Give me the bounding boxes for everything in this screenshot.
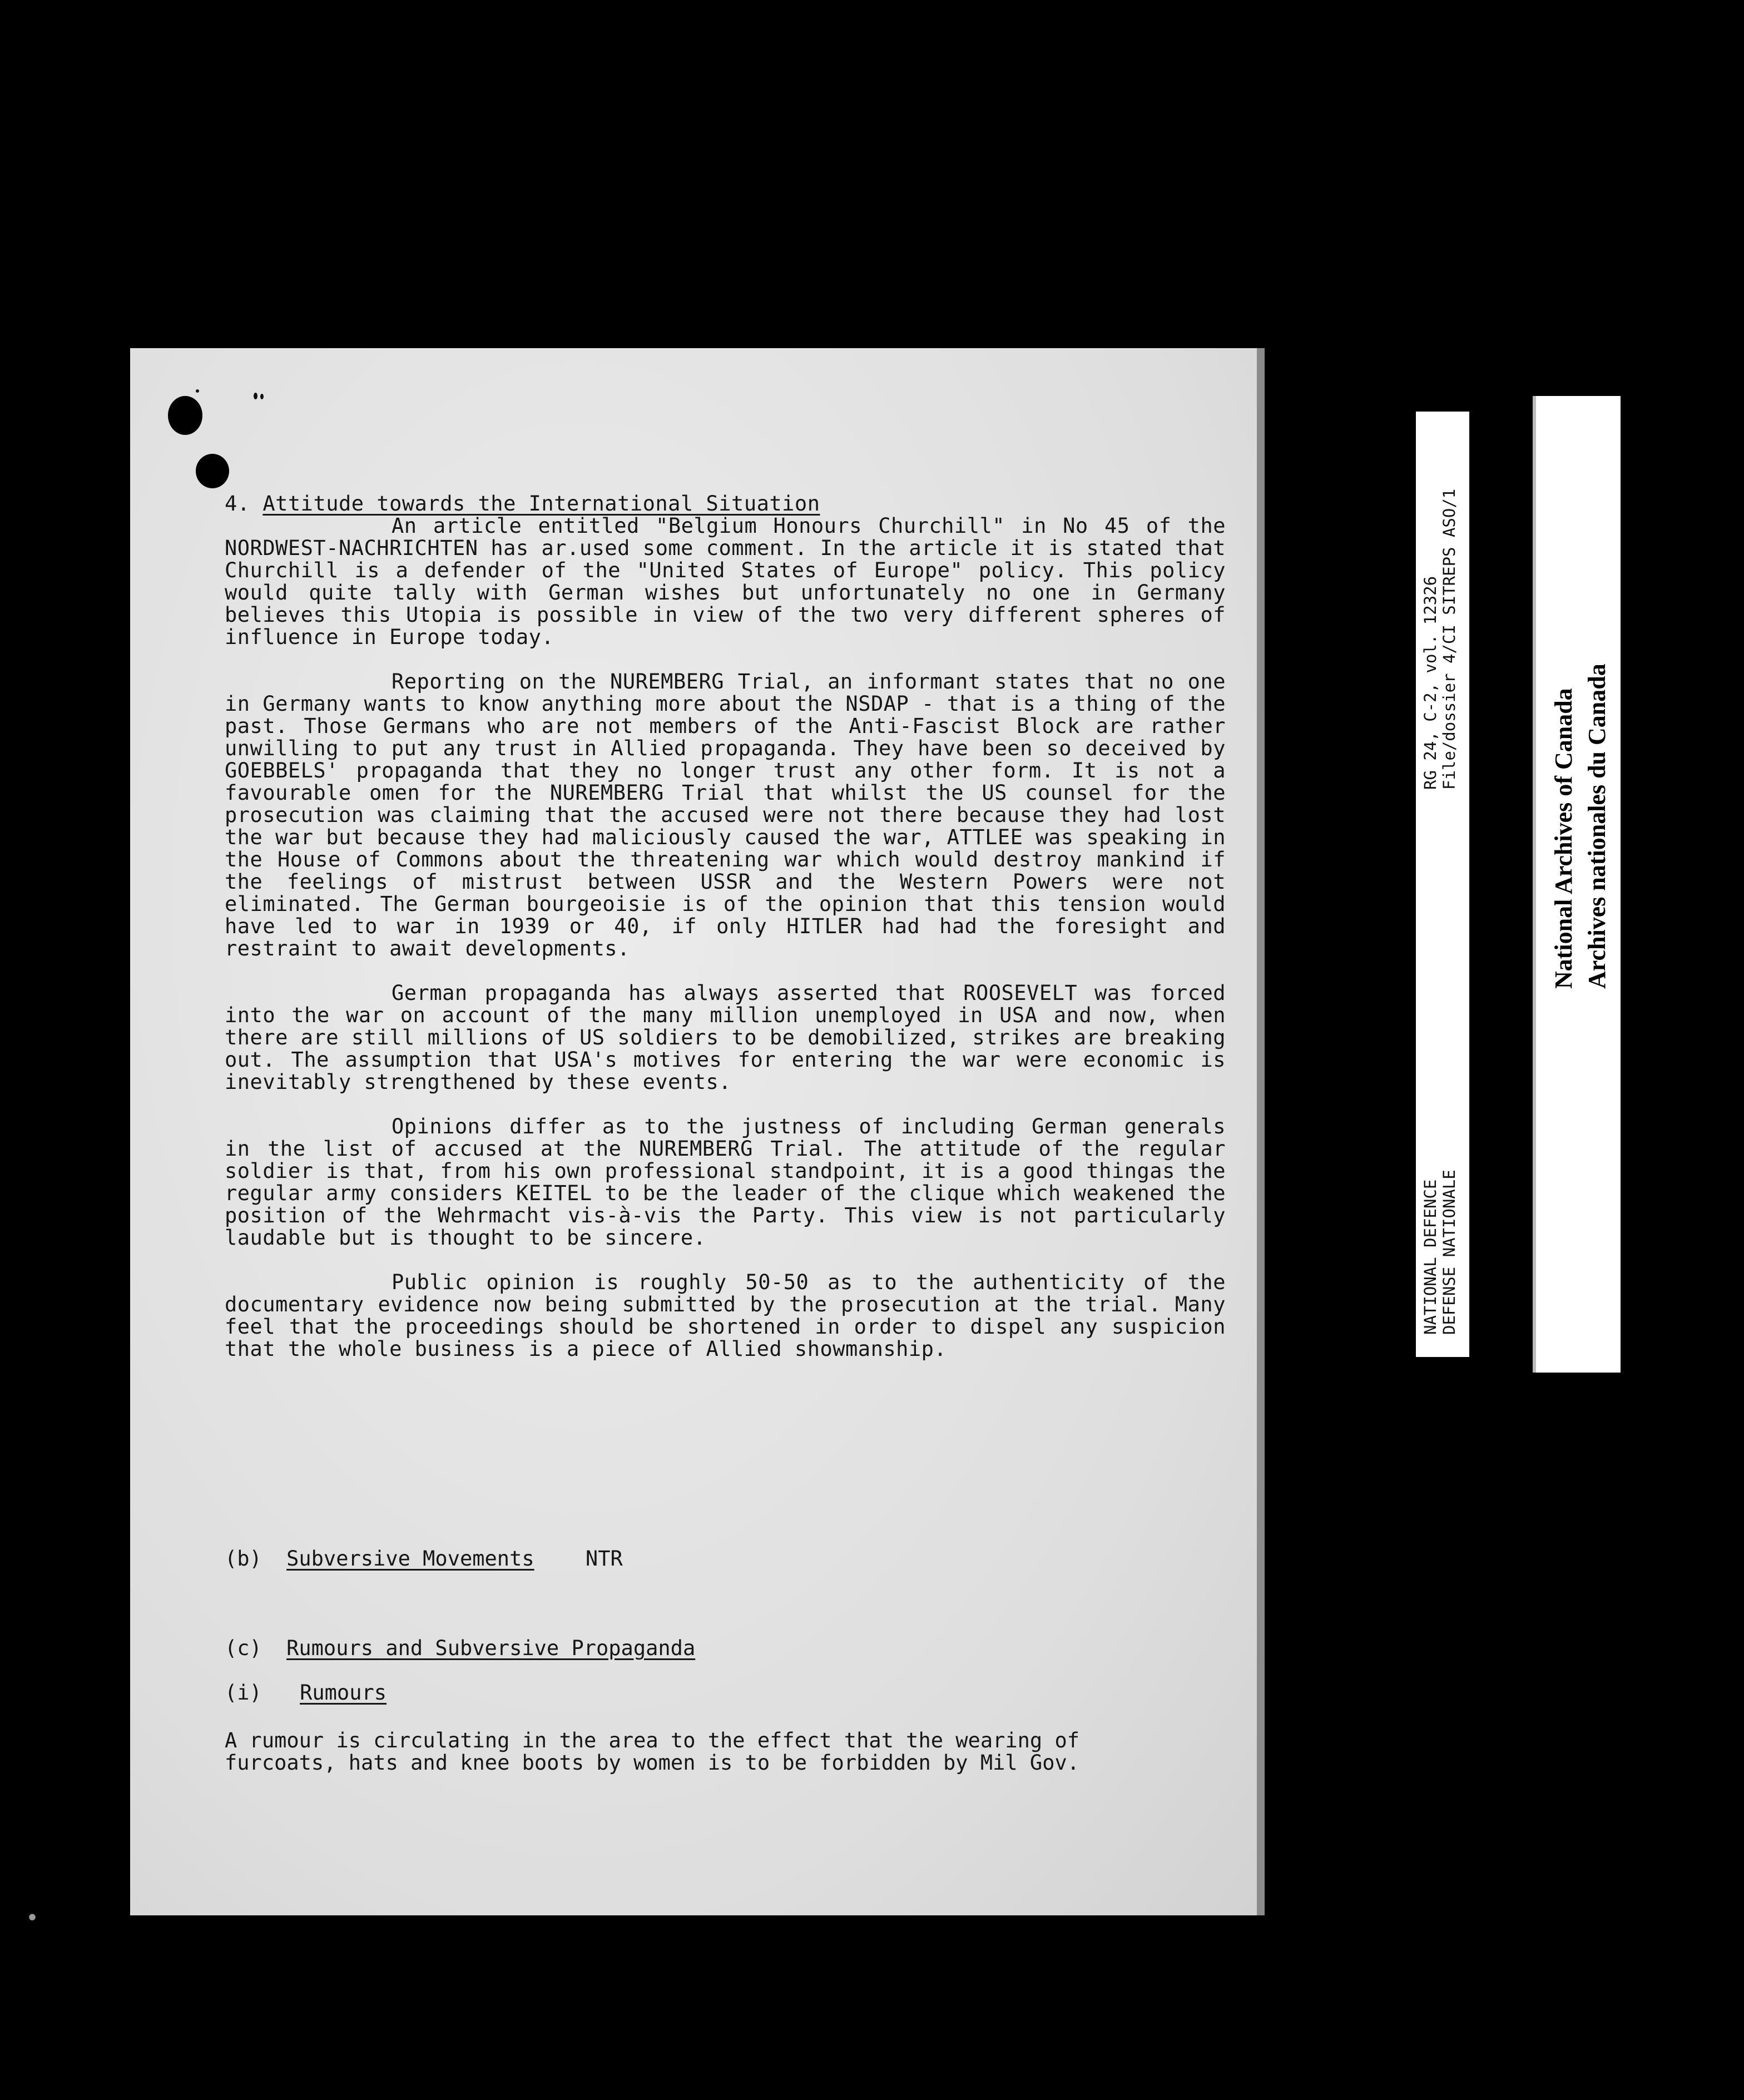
subsection-title: Rumours and Subversive Propaganda [286,1636,696,1660]
ink-speck [260,394,264,399]
subsection-marker: (b) [225,1547,262,1571]
subsection-rumours-propaganda [225,1636,695,1660]
section-heading [225,493,1226,515]
department-line-en: NATIONAL DEFENCE [1421,1179,1440,1335]
subsection-rumours [225,1681,387,1705]
archives-name-fr: Archives nationales du Canada [1583,663,1611,989]
department-line-fr: DEFENSE NATIONALE [1440,1170,1459,1335]
paragraph-nuremberg-trial: Reporting on the NUREMBERG Trial, an informant states that no one in Germany wants to know anything more about the NSDAP - that is a thing of the past. Those Germans who are not members of the Anti-Fascist Block are rather unwilling to put any trust in Allied propaganda. They have been so deceived by GOEBBELS' propaganda that they no longer trust any other form. It is not a favourable omen for the NUREMBERG Trial that whilst the US counsel for the prosecution was claiming that the accused were not there because they had lost the war but because they had maliciously caused the war, ATTLEE was speaking in the House of Commons about the threatening war which would destroy mankind if the feelings of mistrust between USSR and the Western Powers were not eliminated. The German bourgeoisie is of the opinion that this tension would have led to war in 1939 or 40, if only HITLER had had the foresight and restraint to await developments. [225,670,1226,960]
document-body [225,493,1226,1360]
subsection-value: NTR [585,1547,623,1571]
section-title: Attitude towards the International Situation [262,492,820,516]
subsection-marker: (c) [225,1636,262,1660]
paragraph-german-generals: Opinions differ as to the justness of including German generals in the list of accused at the NUREMBERG Trial. The attitude of the regular soldier is that, from his own professional standpoint, it is a good thingas the regular army considers KEITEL to be the leader of the clique which weakened the position of the Wehrmacht vis-à-vis the Party. This view is not particularly laudable but is thought to be sincere. [225,1115,1226,1250]
scan-mark: • [26,1905,39,1931]
paragraph-public-opinion: Public opinion is roughly 50-50 as to the authenticity of the documentary evidence now being submitted by the prosecution at the trial. Many feel that the proceedings should be shortened in order to dispel any suspicion that the whole business is a piece of Allied showmanship. [225,1270,1226,1361]
archives-name-en: National Archives of Canada [1550,688,1577,989]
subsection-subversive-movements [225,1547,623,1571]
subsection-title: Subversive Movements [286,1547,534,1571]
archive-reference-label [1416,412,1469,1357]
ink-speck [196,389,199,393]
subsection-title: Rumours [300,1681,387,1705]
paragraph-belgium-article: An article entitled "Belgium Honours Churchill" in No 45 of the NORDWEST-NACHRICHTEN has ar.used some comment. In the article it is stated that Churchill is a defender of the "United States of Europe" policy. This policy would quite tally with German wishes but unfortunately no one in Germany believes this Utopia is possible in view of the two very different spheres of influence in Europe today. [225,514,1226,649]
subsection-marker: (i) [225,1681,262,1705]
national-archives-label [1533,396,1621,1373]
punch-hole-bottom [196,454,229,488]
section-number: 4. [225,492,250,516]
punch-hole-top [168,396,202,435]
reference-line-1: RG 24, C-2, vol. 12326 [1421,576,1440,790]
rumour-paragraph: A rumour is circulating in the area to the effect that the wearing of furcoats, hats and knee boots by women is to be forbidden by Mil Gov. [225,1728,1080,1775]
reference-line-2: File/dossier 4/CI SITREPS ASO/1 [1440,488,1459,790]
paragraph-roosevelt: German propaganda has always asserted that ROOSEVELT was forced into the war on account of the many million unemployed in USA and now, when there are still millions of US soldiers to be demobilized, strikes are breaking out. The assumption that USA's motives for entering the war were economic is inevitably strengthened by these events. [225,981,1226,1094]
document-page [130,348,1257,1915]
ink-speck [254,393,257,399]
